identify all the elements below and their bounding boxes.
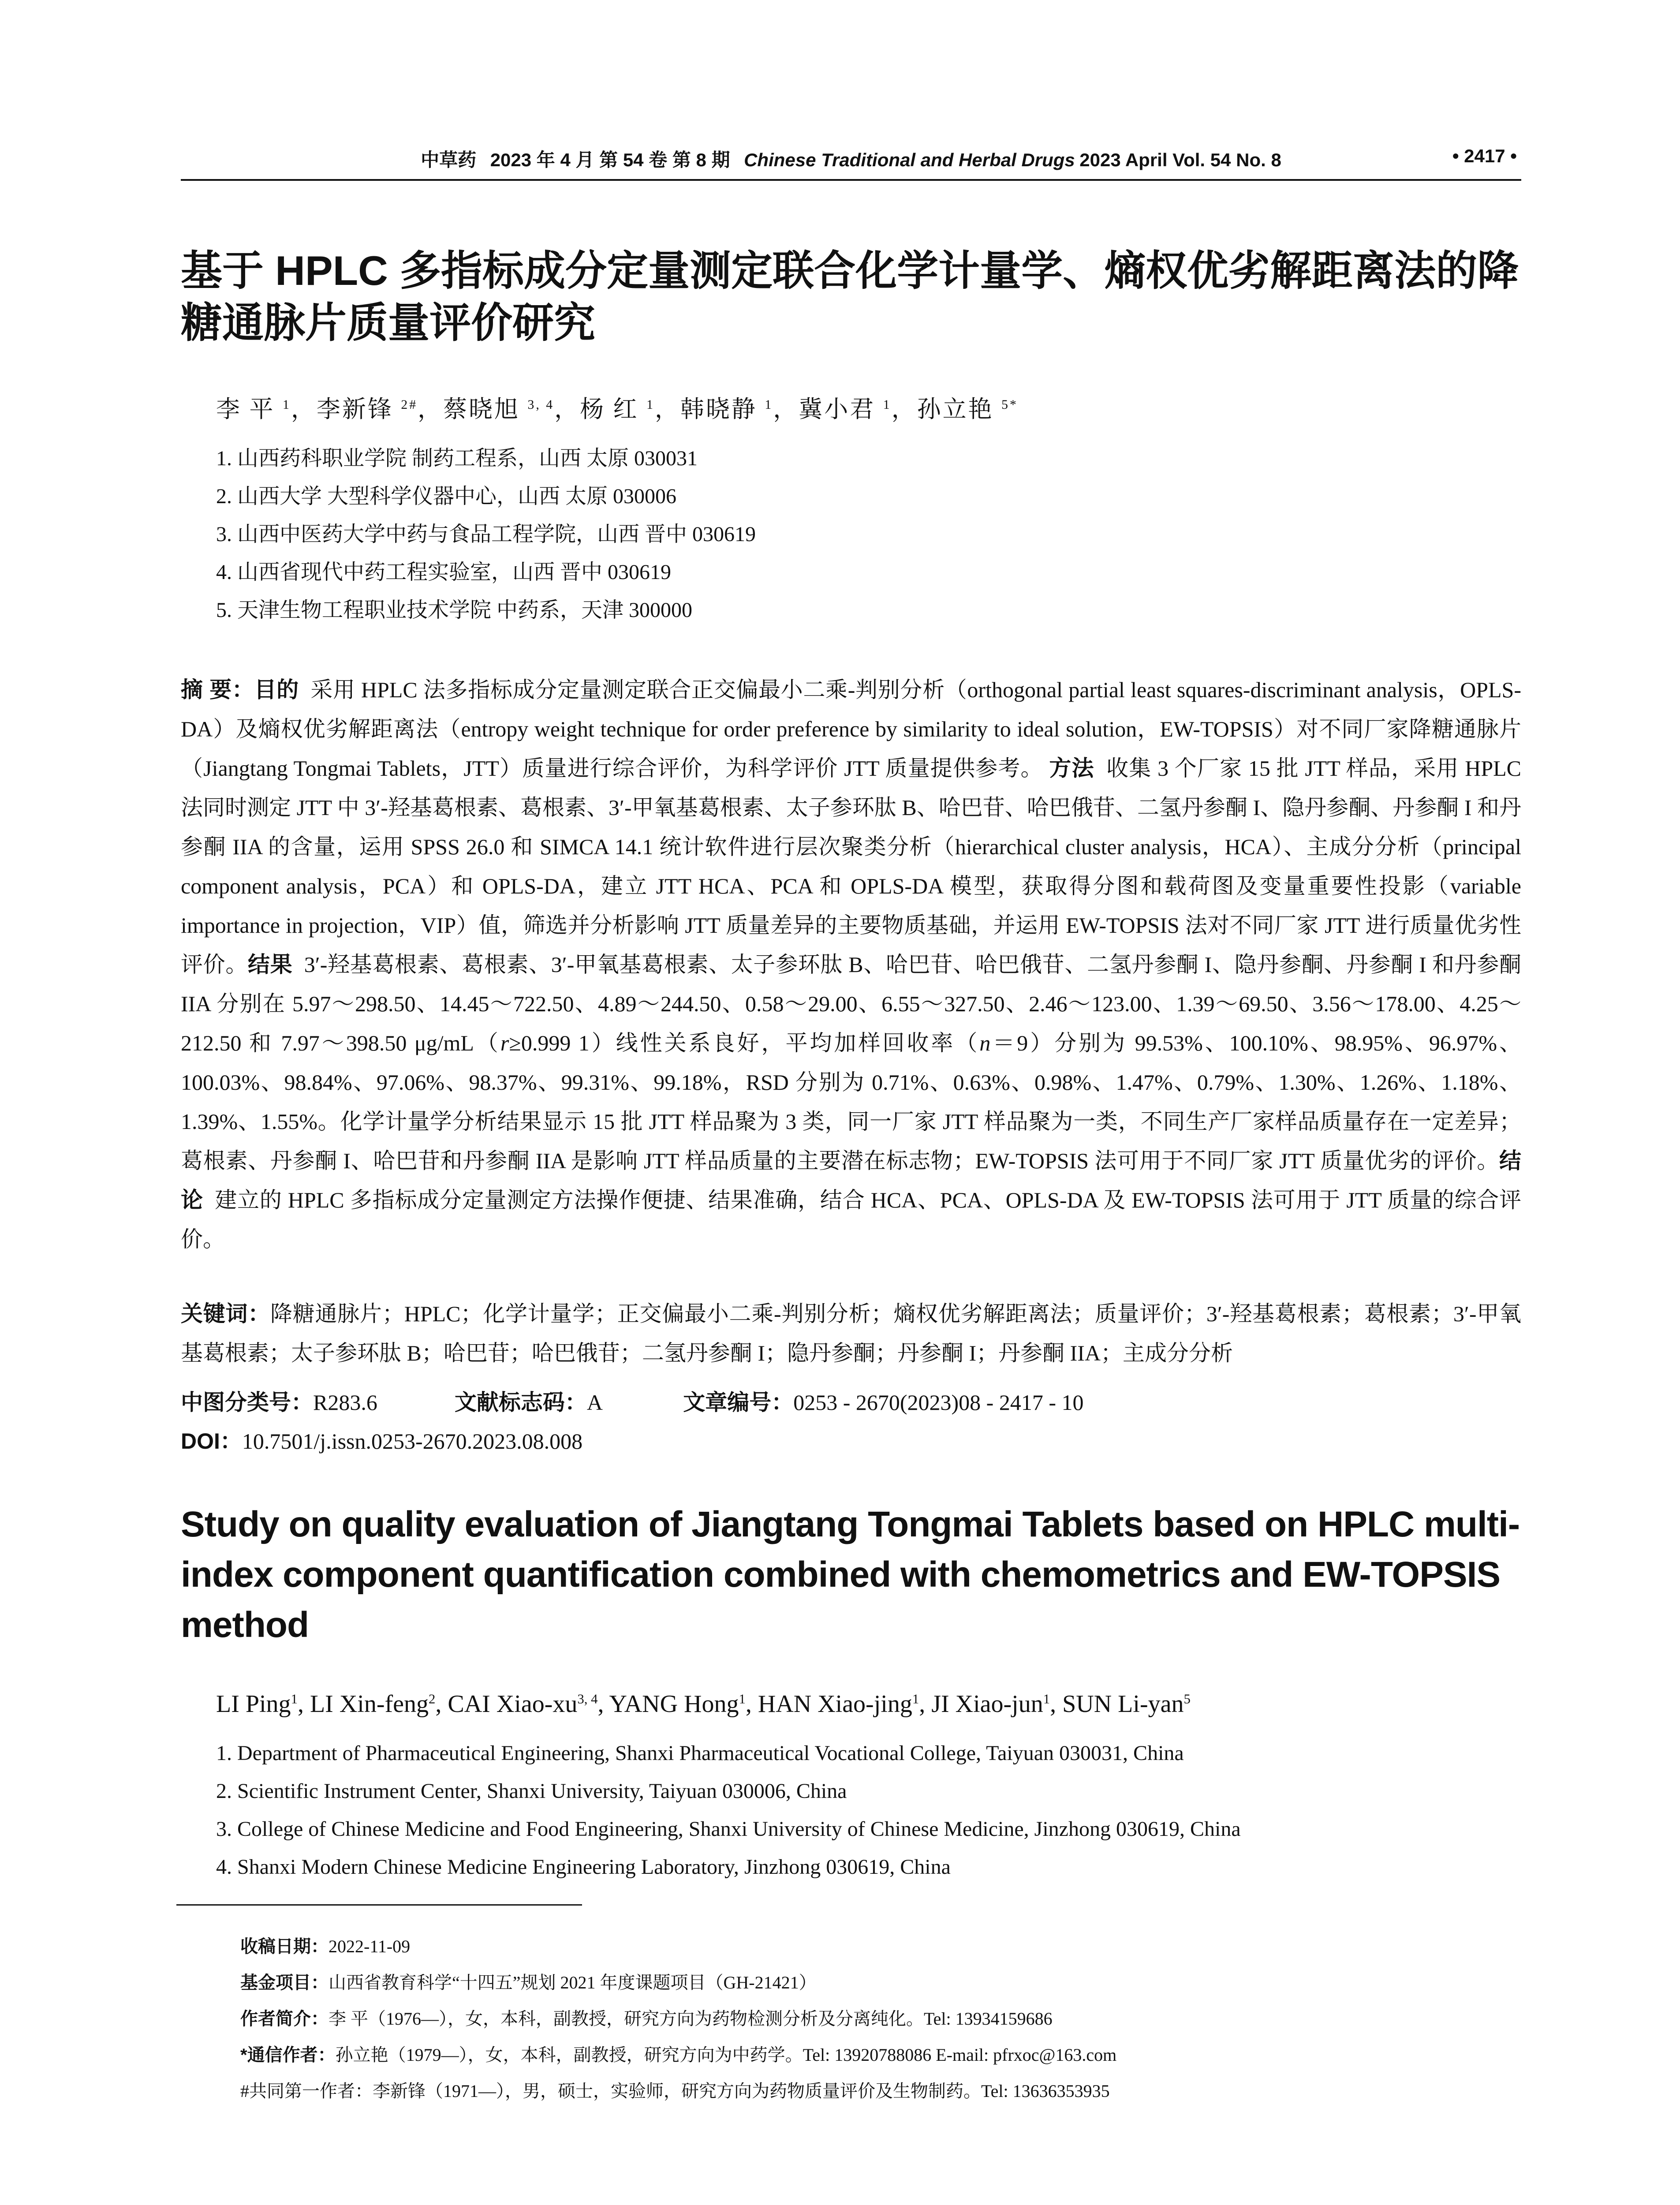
affiliation-en: 1. Department of Pharmaceutical Engineering, Shanxi Pharmaceutical Vocational College, Taiyuan 030031, China: [216, 1742, 1184, 1765]
author-name-en: YANG Hong: [609, 1690, 739, 1718]
page-number: • 2417 •: [1452, 146, 1517, 166]
title-en: Study on quality evaluation of Jiangtang Tongmai Tablets based on HPLC multi-index component quantification combined with chemometrics and EW-TOPSIS method: [181, 1504, 1520, 1645]
author-sup-en: 1: [739, 1691, 746, 1707]
affiliation-cn: 2. 山西大学 大型科学仪器中心，山西 太原 030006: [216, 485, 677, 508]
keywords-label: 关键词：: [181, 1301, 270, 1326]
author-sup: 5*: [1001, 398, 1018, 412]
results-text: ＝9）分别为 99.53%、100.10%、98.95%、96.97%、100.03%、98.84%、97.06%、98.37%、99.31%、99.18%，RSD 分别为 0.71%、0.63%、0.98%、1.47%、0.79%、1.30%、1.26%、1.18%、1.39%、1.55%。化学计量学分析结果显示 15 批 JTT 样品聚为 3 类，同一厂家 JTT 样品聚为一类，不同生产厂家样品质量存在一定差异；葛根素、丹参酮 I、哈巴苷和丹参酮 IIA 是影响 JTT 样品质量的主要潜在标志物；EW-TOPSIS 法可用于不同厂家 JTT 质量优劣的评价。: [181, 1031, 1521, 1173]
keywords: [181, 1294, 1521, 1373]
results-text: 3′-羟基葛根素、葛根素、3′-甲氧基葛根素、太子参环肽 B、哈巴苷、哈巴俄苷、二氢丹参酮 I、隐丹参酮、丹参酮 I 和丹参酮 IIA 分别在 5.97～298.50、14.45～722.50、4.89～244.50、0.58～29.00、6.55～327.50、2.46～123.00、1.39～69.50、3.56～178.00、4.25～212.50 和 7.97～398.50 μg/mL（: [181, 952, 1522, 1055]
author-name-en: SUN Li-yan: [1062, 1690, 1184, 1718]
authors-cn: 李 平 $^1$，李新锋 $^{2\#}$，蔡晓旭 $^{3, 4}$，杨 红 $^1$，韩晓静 $^1$，冀小君 $^1$，孙立艳 $^{5*}$: [216, 396, 1018, 422]
author-sup: 1: [765, 398, 773, 412]
author-name-en: LI Ping: [216, 1690, 291, 1718]
author-sup-en: 5: [1183, 1691, 1191, 1707]
objective-text: 采用 HPLC 法多指标成分定量测定联合正交偏最小二乘-判别分析（orthogonal partial least squares-discriminant analysis，OPLS-DA）及熵权优劣解距离法（entropy weight technique for order preference by similarity to ideal solution，EW-TOPSIS）对不同厂家降糖通脉片（Jiangtang Tongmai Tablets，JTT）质量进行综合评价，为科学评价 JTT 质量提供参考。: [181, 677, 1521, 781]
received-label: 收稿日期：: [240, 1937, 329, 1956]
author-sup-en: 1: [912, 1691, 919, 1707]
received-value: 2022-11-09: [329, 1936, 411, 1956]
journal-name-cn: 中草药: [421, 150, 477, 171]
footnote-author-bio: [240, 2005, 1053, 2030]
author-name: 蔡晓旭: [443, 396, 520, 422]
author-name-en: JI Xiao-jun: [931, 1690, 1043, 1718]
author-sup: 1: [646, 398, 655, 412]
authors-en: LI Ping$^1$, LI Xin-feng$^2$, CAI Xiao-xu$^{3, 4}$, YANG Hong$^1$, HAN Xiao-jing$^1$, JI Xiao-jun$^1$, SUN Li-yan$^5$: [216, 1690, 1191, 1718]
author-sup-en: 1: [291, 1691, 298, 1707]
corresponding-label: *通信作者：: [240, 2045, 336, 2065]
affiliation-en: 3. College of Chinese Medicine and Food Engineering, Shanxi University of Chinese Medicine, Jinzhong 030619, China: [216, 1817, 1241, 1841]
running-header: [181, 142, 1521, 181]
footnote-cofirst: #共同第一作者：李新锋（1971—），男，硕士，实验师，研究方向为药物质量评价及生物制药。Tel: 13636353935: [240, 2081, 1110, 2101]
author-name: 孙立艳: [917, 396, 994, 422]
clc-label: 中图分类号：: [181, 1390, 313, 1415]
author-bio-label: 作者简介：: [240, 2009, 329, 2029]
header-line: [181, 146, 1521, 172]
results-text: ≥0.999 1）线性关系良好，平均加样回收率（: [509, 1031, 980, 1055]
author-name: 冀小君: [799, 396, 876, 422]
author-name: 李新锋: [316, 396, 393, 422]
affiliation-cn: 3. 山西中医药大学中药与食品工程学院，山西 晋中 030619: [216, 523, 756, 546]
fund-value: 山西省教育科学“十四五”规划 2021 年度课题项目（GH-21421）: [329, 1973, 817, 1992]
author-sup: 1: [883, 398, 892, 412]
author-sup: 2#: [401, 398, 418, 412]
issue-en: 2023 April Vol. 54 No. 8: [1079, 149, 1281, 170]
author-sup-en: 1: [1043, 1691, 1050, 1707]
article-number-value: 0253 - 2670(2023)08 - 2417 - 10: [793, 1390, 1084, 1415]
author-name-en: CAI Xiao-xu: [448, 1690, 578, 1718]
doi-label: DOI：: [181, 1429, 242, 1454]
conclusion-label: 结论: [181, 1148, 1521, 1212]
doc-code-value: A: [586, 1390, 602, 1415]
journal-name-en: Chinese Traditional and Herbal Drugs: [744, 149, 1075, 170]
corresponding-value: 孙立艳（1979—），女，本科，副教授，研究方向为中药学。Tel: 13920788086 E-mail: pfrxoc@163.com: [335, 2045, 1117, 2065]
affiliation-cn: 1. 山西药科职业学院 制药工程系，山西 太原 030031: [216, 447, 698, 470]
title-cn: 基于 HPLC 多指标成分定量测定联合化学计量学、熵权优劣解距离法的降糖通脉片质量评价研究: [181, 247, 1519, 346]
author-name-en: LI Xin-feng: [310, 1690, 429, 1718]
conclusion-text: 建立的 HPLC 多指标成分定量测定方法操作便捷、结果准确，结合 HCA、PCA、OPLS-DA 及 EW-TOPSIS 法可用于 JTT 质量的综合评价。: [181, 1188, 1521, 1252]
author-sup: 3, 4: [527, 398, 555, 412]
fund-label: 基金项目：: [240, 1973, 329, 1992]
objective-label: 目的: [254, 677, 299, 702]
author-name: 韩晓静: [680, 396, 757, 422]
abstract-label: 摘 要：: [181, 677, 254, 702]
doc-code-label: 文献标志码：: [454, 1390, 587, 1415]
doi-value: 10.7501/j.issn.0253-2670.2023.08.008: [242, 1429, 583, 1454]
affiliation-cn: 5. 天津生物工程职业技术学院 中药系，天津 300000: [216, 598, 693, 622]
methods-text: 收集 3 个厂家 15 批 JTT 样品，采用 HPLC 法同时测定 JTT 中 3′-羟基葛根素、葛根素、3′-甲氧基葛根素、太子参环肽 B、哈巴苷、哈巴俄苷、二氢丹参酮 I、隐丹参酮、丹参酮 I 和丹参酮 IIA 的含量，运用 SPSS 26.0 和 SIMCA 14.1 统计软件进行层次聚类分析（hierarchical cluster analysis，HCA）、主成分分析（principal component analysis，PCA）和 OPLS-DA，建立 JTT HCA、PCA 和 OPLS-DA 模型，获取得分图和载荷图及变量重要性投影（variable importance in projection，VIP）值，筛选并分析影响 JTT 质量差异的主要物质基础，并运用 EW-TOPSIS 法对不同厂家 JTT 进行质量优劣性评价。: [181, 756, 1522, 977]
affiliation-en: 2. Scientific Instrument Center, Shanxi University, Taiyuan 030006, China: [216, 1779, 847, 1803]
affiliation-en: 4. Shanxi Modern Chinese Medicine Engineering Laboratory, Jinzhong 030619, China: [216, 1855, 951, 1879]
author-name: 杨 红: [580, 396, 639, 422]
doi-line: [181, 1424, 582, 1455]
footnote-corresponding: [240, 2041, 1116, 2066]
author-name: 李 平: [216, 396, 275, 422]
affiliation-cn: 4. 山西省现代中药工程实验室，山西 晋中 030619: [216, 561, 672, 584]
footnote-divider: [176, 1904, 582, 1906]
methods-label: 方法: [1049, 756, 1094, 781]
author-name-en: HAN Xiao-jing: [758, 1690, 912, 1718]
article-number-label: 文章编号：: [683, 1390, 794, 1415]
footnote-received: [240, 1932, 410, 1958]
author-sup: 1: [283, 398, 291, 412]
classification-line: [181, 1385, 1083, 1416]
n-symbol: n: [979, 1031, 991, 1055]
author-sup-en: 2: [428, 1691, 436, 1707]
author-bio-value: 李 平（1976—），女，本科，副教授，研究方向为药物检测分析及分离纯化。Tel: 13934159686: [329, 2009, 1053, 2029]
clc-value: R283.6: [313, 1390, 377, 1415]
abstract: [181, 670, 1521, 1259]
footnote-fund: [240, 1969, 817, 1994]
keywords-text: 降糖通脉片；HPLC；化学计量学；正交偏最小二乘-判别分析；熵权优劣解距离法；质量评价；3′-羟基葛根素；葛根素；3′-甲氧基葛根素；太子参环肽 B；哈巴苷；哈巴俄苷；二氢丹参酮 I；隐丹参酮；丹参酮 I；丹参酮 IIA；主成分分析: [181, 1301, 1522, 1365]
issue-cn: 2023 年 4 月 第 54 卷 第 8 期: [490, 149, 730, 170]
results-label: 结果: [248, 952, 293, 977]
r-symbol: r: [500, 1031, 509, 1055]
author-sup-en: 3, 4: [577, 1691, 598, 1707]
